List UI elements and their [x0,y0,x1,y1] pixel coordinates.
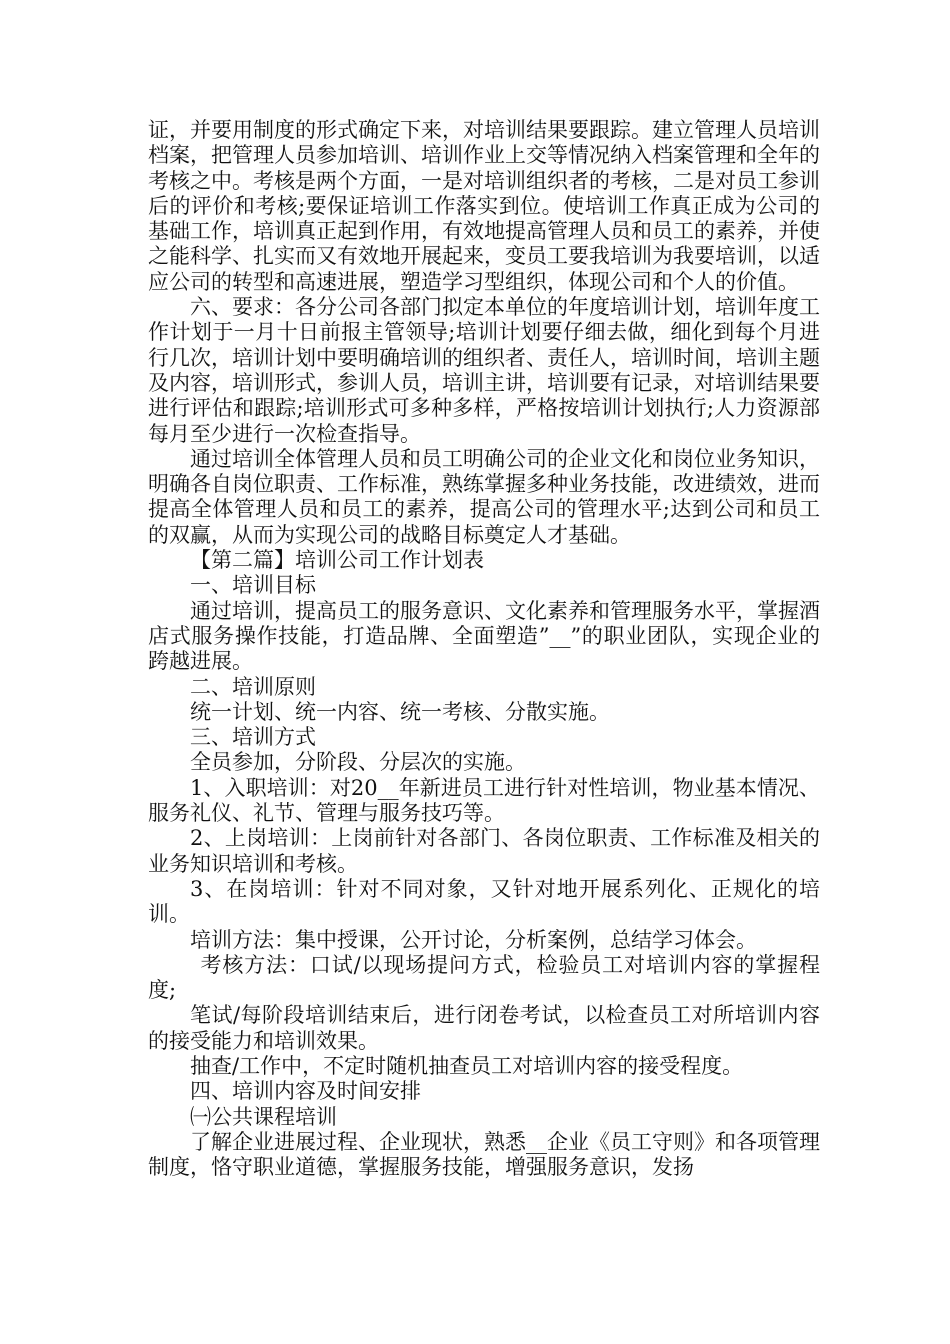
paragraph-assessment-method: 考核方法：口试/以现场提问方式，检验员工对培训内容的掌握程度; [148,952,820,1003]
heading-training-method: 三、培训方式 [190,725,316,750]
paragraph-training-approach: 培训方法：集中授课，公开讨论，分析案例，总结学习体会。 [190,927,757,952]
paragraph-written-exam: 笔试/每阶段培训结束后，进行闭卷考试，以检查员工对所培训内容的接受能力和培训效果。 [148,1003,820,1053]
heading-public-courses: ㈠公共课程培训 [190,1104,337,1129]
document-page [148,118,820,1180]
heading-training-principle: 二、培训原则 [190,674,316,699]
section-title-part-two: 【第二篇】培训公司工作计划表 [190,548,484,573]
paragraph-training-goal-summary: 通过培训全体管理人员和员工明确公司的企业文化和岗位业务知识，明确各自岗位职责、工作标准，熟练掌握多种业务技能，改进绩效，进而提高全体管理人员和员工的素养，提高公司的管理水平;达到公司和员工的双赢，从而为实现公司的战略目标奠定人才基础。 [148,446,820,547]
list-item-pre-job-training: 2、上岗培训：上岗前针对各部门、各岗位职责、工作标准及相关的业务知识培训和考核。 [148,826,820,876]
paragraph-training-method: 全员参加，分阶段、分层次的实施。 [190,750,526,775]
paragraph-training-principle: 统一计划、统一内容、统一考核、分散实施。 [190,699,610,724]
list-item-onboarding-training: 1、入职培训：对20__年新进员工进行针对性培训，物业基本情况、服务礼仪、礼节、管理与服务技巧等。 [148,775,820,826]
list-item-on-job-training: 3、在岗培训：针对不同对象，又针对地开展系列化、正规化的培训。 [148,876,820,927]
paragraph-training-archive: 证，并要用制度的形式确定下来，对培训结果要跟踪。建立管理人员培训档案，把管理人员参加培训、培训作业上交等情况纳入档案管理和全年的考核之中。考核是两个方面，一是对培训组织者的考核，二是对员工参训后的评价和考核;要保证培训工作落实到位。使培训工作真正成为公司的基础工作，培训真正起到作用，有效地提高管理人员和员工的素养，并使之能科学、扎实而又有效地开展起来，变员工要我培训为我要培训，以适应公司的转型和高速进展，塑造学习型组织，体现公司和个人的价值。 [148,118,820,294]
paragraph-public-courses: 了解企业进展过程、企业现状，熟悉__企业《员工守则》和各项管理制度，恪守职业道德，掌握服务技能，增强服务意识，发扬 [148,1129,820,1180]
paragraph-spot-check: 抽查/工作中，不定时随机抽查员工对培训内容的接受程度。 [190,1053,744,1078]
heading-training-objective: 一、培训目标 [190,573,316,598]
paragraph-training-objective: 通过培训，提高员工的服务意识、文化素养和管理服务水平，掌握酒店式服务操作技能，打造品牌、全面塑造”__”的职业团队，实现企业的跨越进展。 [148,598,820,674]
paragraph-requirements: 六、要求：各分公司各部门拟定本单位的年度培训计划，培训年度工作计划于一月十日前报主管领导;培训计划要仔细去做，细化到每个月进行几次，培训计划中要明确培训的组织者、责任人，培训时间，培训主题及内容，培训形式，参训人员，培训主讲，培训要有记录，对培训结果要进行评估和跟踪;培训形式可多种多样，严格按培训计划执行;人力资源部每月至少进行一次检查指导。 [148,295,820,446]
heading-content-and-schedule: 四、培训内容及时间安排 [190,1079,421,1104]
